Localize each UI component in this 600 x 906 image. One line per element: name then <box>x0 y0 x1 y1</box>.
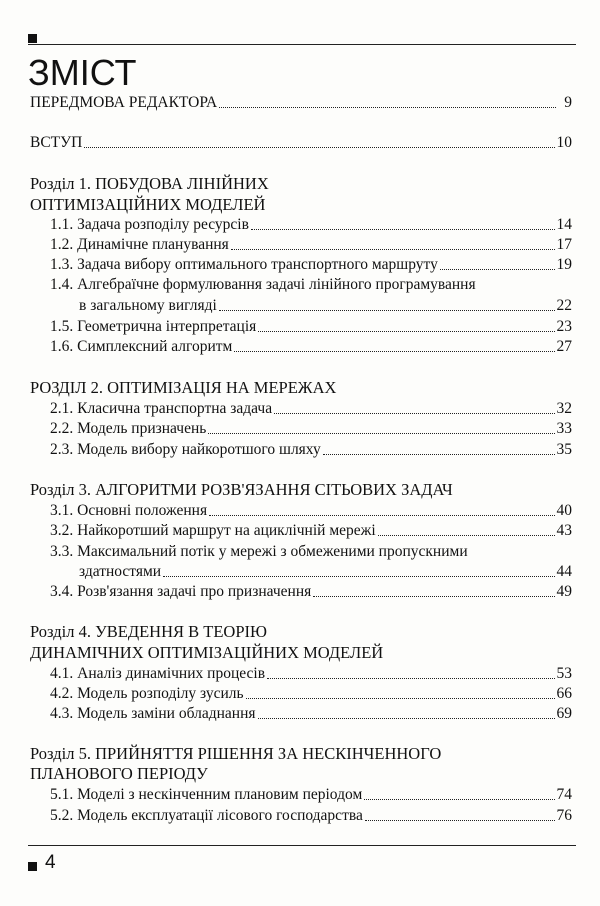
toc-entry <box>50 784 572 804</box>
dot-leader <box>258 330 554 332</box>
toc-page-number: 44 <box>556 563 572 580</box>
toc-page-number: 27 <box>556 338 572 355</box>
toc-entry-title: 1.5. Геометрична інтерпретація <box>50 318 257 335</box>
toc-entry <box>50 805 572 825</box>
toc-section-heading <box>30 642 572 662</box>
dot-leader <box>208 432 554 434</box>
toc-entry-title: 1.4. Алгебраїчне формулювання задачі лінійного програмування <box>50 276 476 293</box>
toc-entry <box>50 274 572 294</box>
toc-entry-title: РОЗДІЛ 2. ОПТИМІЗАЦІЯ НА МЕРЕЖАХ <box>30 378 337 397</box>
toc-entry-title: 4.1. Аналіз динамічних процесів <box>50 665 266 682</box>
dot-leader <box>267 677 554 679</box>
toc-entry-title: 5.1. Моделі з нескінченним плановим періодом <box>50 786 363 803</box>
toc-entry <box>50 500 572 520</box>
dot-leader <box>378 534 555 536</box>
toc-entry-title: 2.2. Модель призначень <box>50 420 207 437</box>
bottom-rule <box>28 845 576 846</box>
dot-leader <box>440 268 555 270</box>
toc-page-number: 76 <box>556 807 572 824</box>
toc-entry <box>50 254 572 274</box>
toc-entry-title: ВСТУП <box>30 134 83 151</box>
dot-leader <box>163 575 554 577</box>
toc-entry-title: Розділ 5. ПРИЙНЯТТЯ РІШЕННЯ ЗА НЕСКІНЧЕННОГО <box>30 744 442 763</box>
toc-page-number: 43 <box>556 522 572 539</box>
toc-entry-title: Розділ 3. АЛГОРИТМИ РОЗВ'ЯЗАННЯ СІТЬОВИХ ЗАДАЧ <box>30 480 453 499</box>
toc-entry-title: ОПТИМІЗАЦІЙНИХ МОДЕЛЕЙ <box>30 195 266 214</box>
toc-section-heading <box>30 194 572 214</box>
toc-entry <box>50 703 572 723</box>
toc-entry <box>50 214 572 234</box>
toc-entry <box>50 336 572 356</box>
toc-section-heading <box>30 479 572 499</box>
toc-section-heading <box>30 743 572 763</box>
toc-page-number: 22 <box>556 297 572 314</box>
toc-page-number: 23 <box>556 318 572 335</box>
toc-entry <box>50 418 572 438</box>
toc-entry-title: 3.1. Основні положення <box>50 502 208 519</box>
toc-entry <box>50 398 572 418</box>
toc-page-number: 14 <box>556 216 572 233</box>
toc-entry-title: 1.2. Динамічне планування <box>50 236 229 253</box>
toc-entry-title: 4.2. Модель розподілу зусиль <box>50 685 244 702</box>
toc-section-heading <box>30 173 572 193</box>
dot-leader <box>219 309 555 311</box>
toc-section-heading <box>30 377 572 397</box>
toc-entry-title: Розділ 4. УВЕДЕННЯ В ТЕОРІЮ <box>30 622 267 641</box>
toc-page-number: 9 <box>564 94 572 111</box>
toc-entry-title: здатностями <box>79 563 162 580</box>
toc-entry-title: 1.6. Симплексний алгоритм <box>50 338 233 355</box>
toc-page-number: 35 <box>556 441 572 458</box>
toc-entry <box>50 316 572 336</box>
toc-entry <box>79 295 572 315</box>
bottom-square-marker <box>28 862 37 871</box>
toc-entry-title: 1.1. Задача розподілу ресурсів <box>50 216 249 233</box>
toc-entry-title: 3.3. Максимальний потік у мережі з обмеженими пропускними <box>50 543 468 560</box>
toc-section-heading <box>30 763 572 783</box>
toc-entry-title: ПЕРЕДМОВА РЕДАКТОРА <box>30 94 218 111</box>
dot-leader <box>246 697 555 699</box>
dot-leader <box>209 514 554 516</box>
toc-entry-title: 5.2. Модель експлуатації лісового господарства <box>50 807 363 824</box>
toc-entry-title: 1.3. Задача вибору оптимального транспортного маршруту <box>50 256 438 273</box>
toc-entry-title: 4.3. Модель заміни обладнання <box>50 705 256 722</box>
toc-entry <box>50 439 572 459</box>
toc-entry <box>50 541 572 561</box>
toc-page-number: 10 <box>556 134 572 151</box>
dot-leader <box>364 798 554 800</box>
dot-leader <box>365 819 555 821</box>
dot-leader <box>219 106 556 108</box>
toc-page-number: 53 <box>556 665 572 682</box>
dot-leader <box>84 146 554 148</box>
page-number: 4 <box>45 852 56 873</box>
dot-leader <box>231 248 555 250</box>
toc-entry <box>50 520 572 540</box>
toc-page-number: 40 <box>556 502 572 519</box>
toc-page-number: 19 <box>556 256 572 273</box>
toc-page-number: 33 <box>556 420 572 437</box>
dot-leader <box>274 412 554 414</box>
toc-entry <box>50 581 572 601</box>
toc-entry <box>50 663 572 683</box>
toc-entry-title: ПЛАНОВОГО ПЕРІОДУ <box>30 764 208 783</box>
toc-section-heading <box>30 621 572 641</box>
toc-entry-title: Розділ 1. ПОБУДОВА ЛІНІЙНИХ <box>30 174 269 193</box>
toc-entry-title: 3.4. Розв'язання задачі про призначення <box>50 583 312 600</box>
toc-entry <box>50 683 572 703</box>
toc-page-number: 74 <box>556 786 572 803</box>
toc-page-number: 69 <box>556 705 572 722</box>
toc-entry-title: в загальному вигляді <box>79 297 217 314</box>
toc-page-number: 17 <box>556 236 572 253</box>
toc-entry-title: ДИНАМІЧНИХ ОПТИМІЗАЦІЙНИХ МОДЕЛЕЙ <box>30 643 384 662</box>
dot-leader <box>234 350 554 352</box>
toc-entry <box>30 132 572 152</box>
toc-page-number: 32 <box>556 400 572 417</box>
toc-entry-title: 3.2. Найкоротший маршрут на ациклічній мережі <box>50 522 376 539</box>
toc-entry <box>79 561 572 581</box>
dot-leader <box>313 595 554 597</box>
page-title: ЗМІСТ <box>28 52 137 93</box>
dot-leader <box>258 717 555 719</box>
dot-leader <box>323 453 555 455</box>
dot-leader <box>251 228 555 230</box>
toc-entry <box>50 234 572 254</box>
toc-page-number: 66 <box>556 685 572 702</box>
toc-entry <box>30 92 572 112</box>
toc-page-number: 49 <box>556 583 572 600</box>
toc-entry-title: 2.3. Модель вибору найкоротшого шляху <box>50 441 321 458</box>
toc-entry-title: 2.1. Класична транспортна задача <box>50 400 273 417</box>
